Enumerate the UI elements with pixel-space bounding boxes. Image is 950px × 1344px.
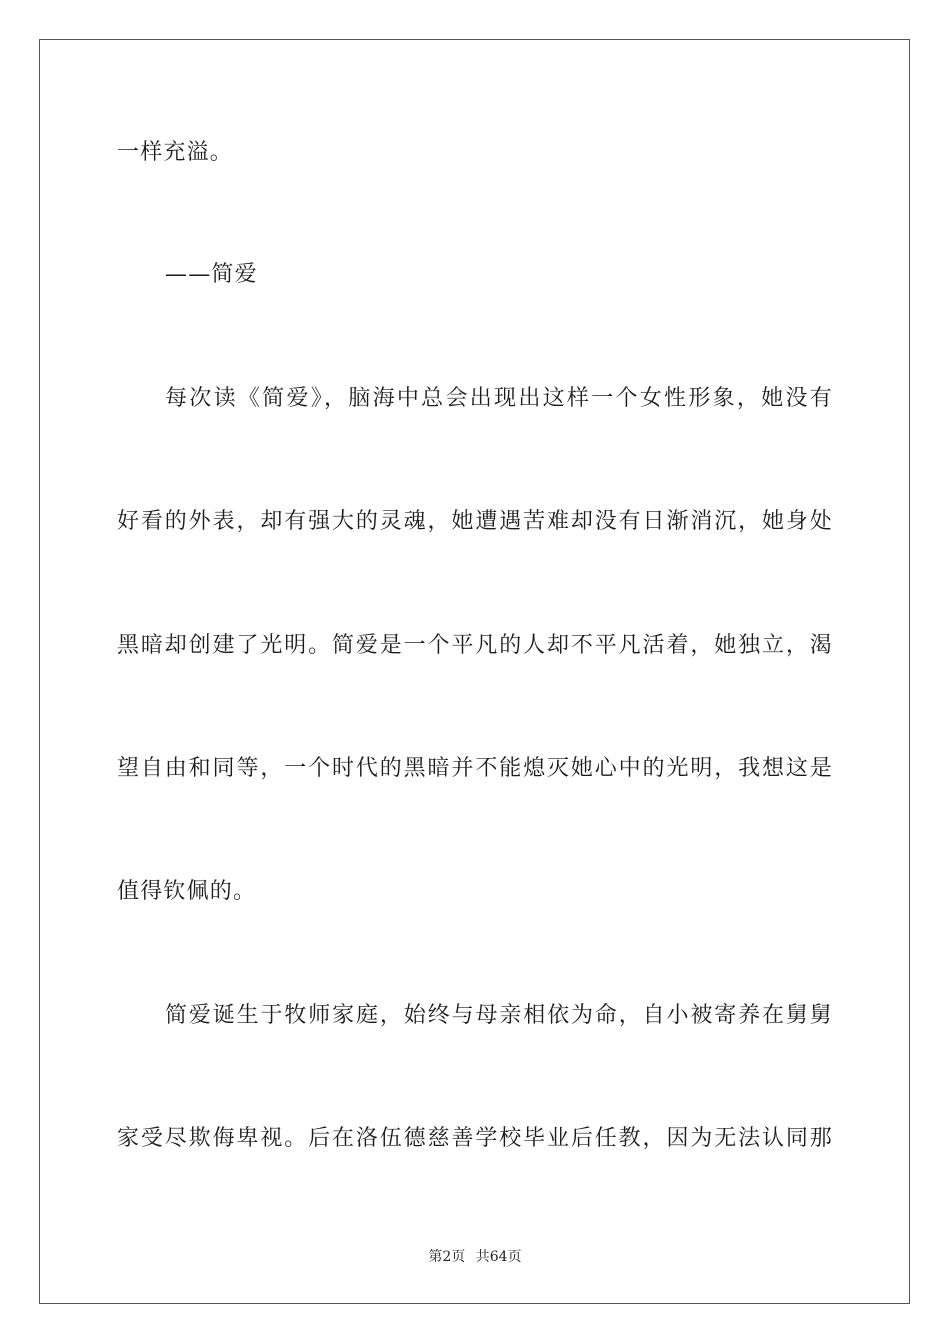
text-line-6: 望自由和同等，一个时代的黑暗并不能熄灭她心中的光明，我想这是 [117, 756, 833, 781]
text-line-2-attribution: ——简爱 [165, 262, 258, 287]
page-total: 共64页 [475, 1249, 522, 1265]
text-line-3: 每次读《简爱》，脑海中总会出现出这样一个女性形象，她没有 [165, 386, 833, 411]
page-frame [39, 39, 910, 1304]
text-line-8: 简爱诞生于牧师家庭，始终与母亲相依为命，自小被寄养在舅舅 [165, 1003, 833, 1028]
text-line-9: 家受尽欺侮卑视。后在洛伍德慈善学校毕业后任教，因为无法认同那 [117, 1126, 833, 1151]
page-footer [0, 1248, 950, 1266]
page-number: 第2页 [428, 1249, 466, 1265]
text-line-1: 一样充溢。 [117, 140, 234, 165]
text-line-4: 好看的外表，却有强大的灵魂，她遭遇苦难却没有日渐消沉，她身处 [117, 509, 833, 534]
text-line-5: 黑暗却创建了光明。简爱是一个平凡的人却不平凡活着，她独立，渴 [117, 633, 833, 658]
text-line-7: 值得钦佩的。 [117, 879, 257, 904]
